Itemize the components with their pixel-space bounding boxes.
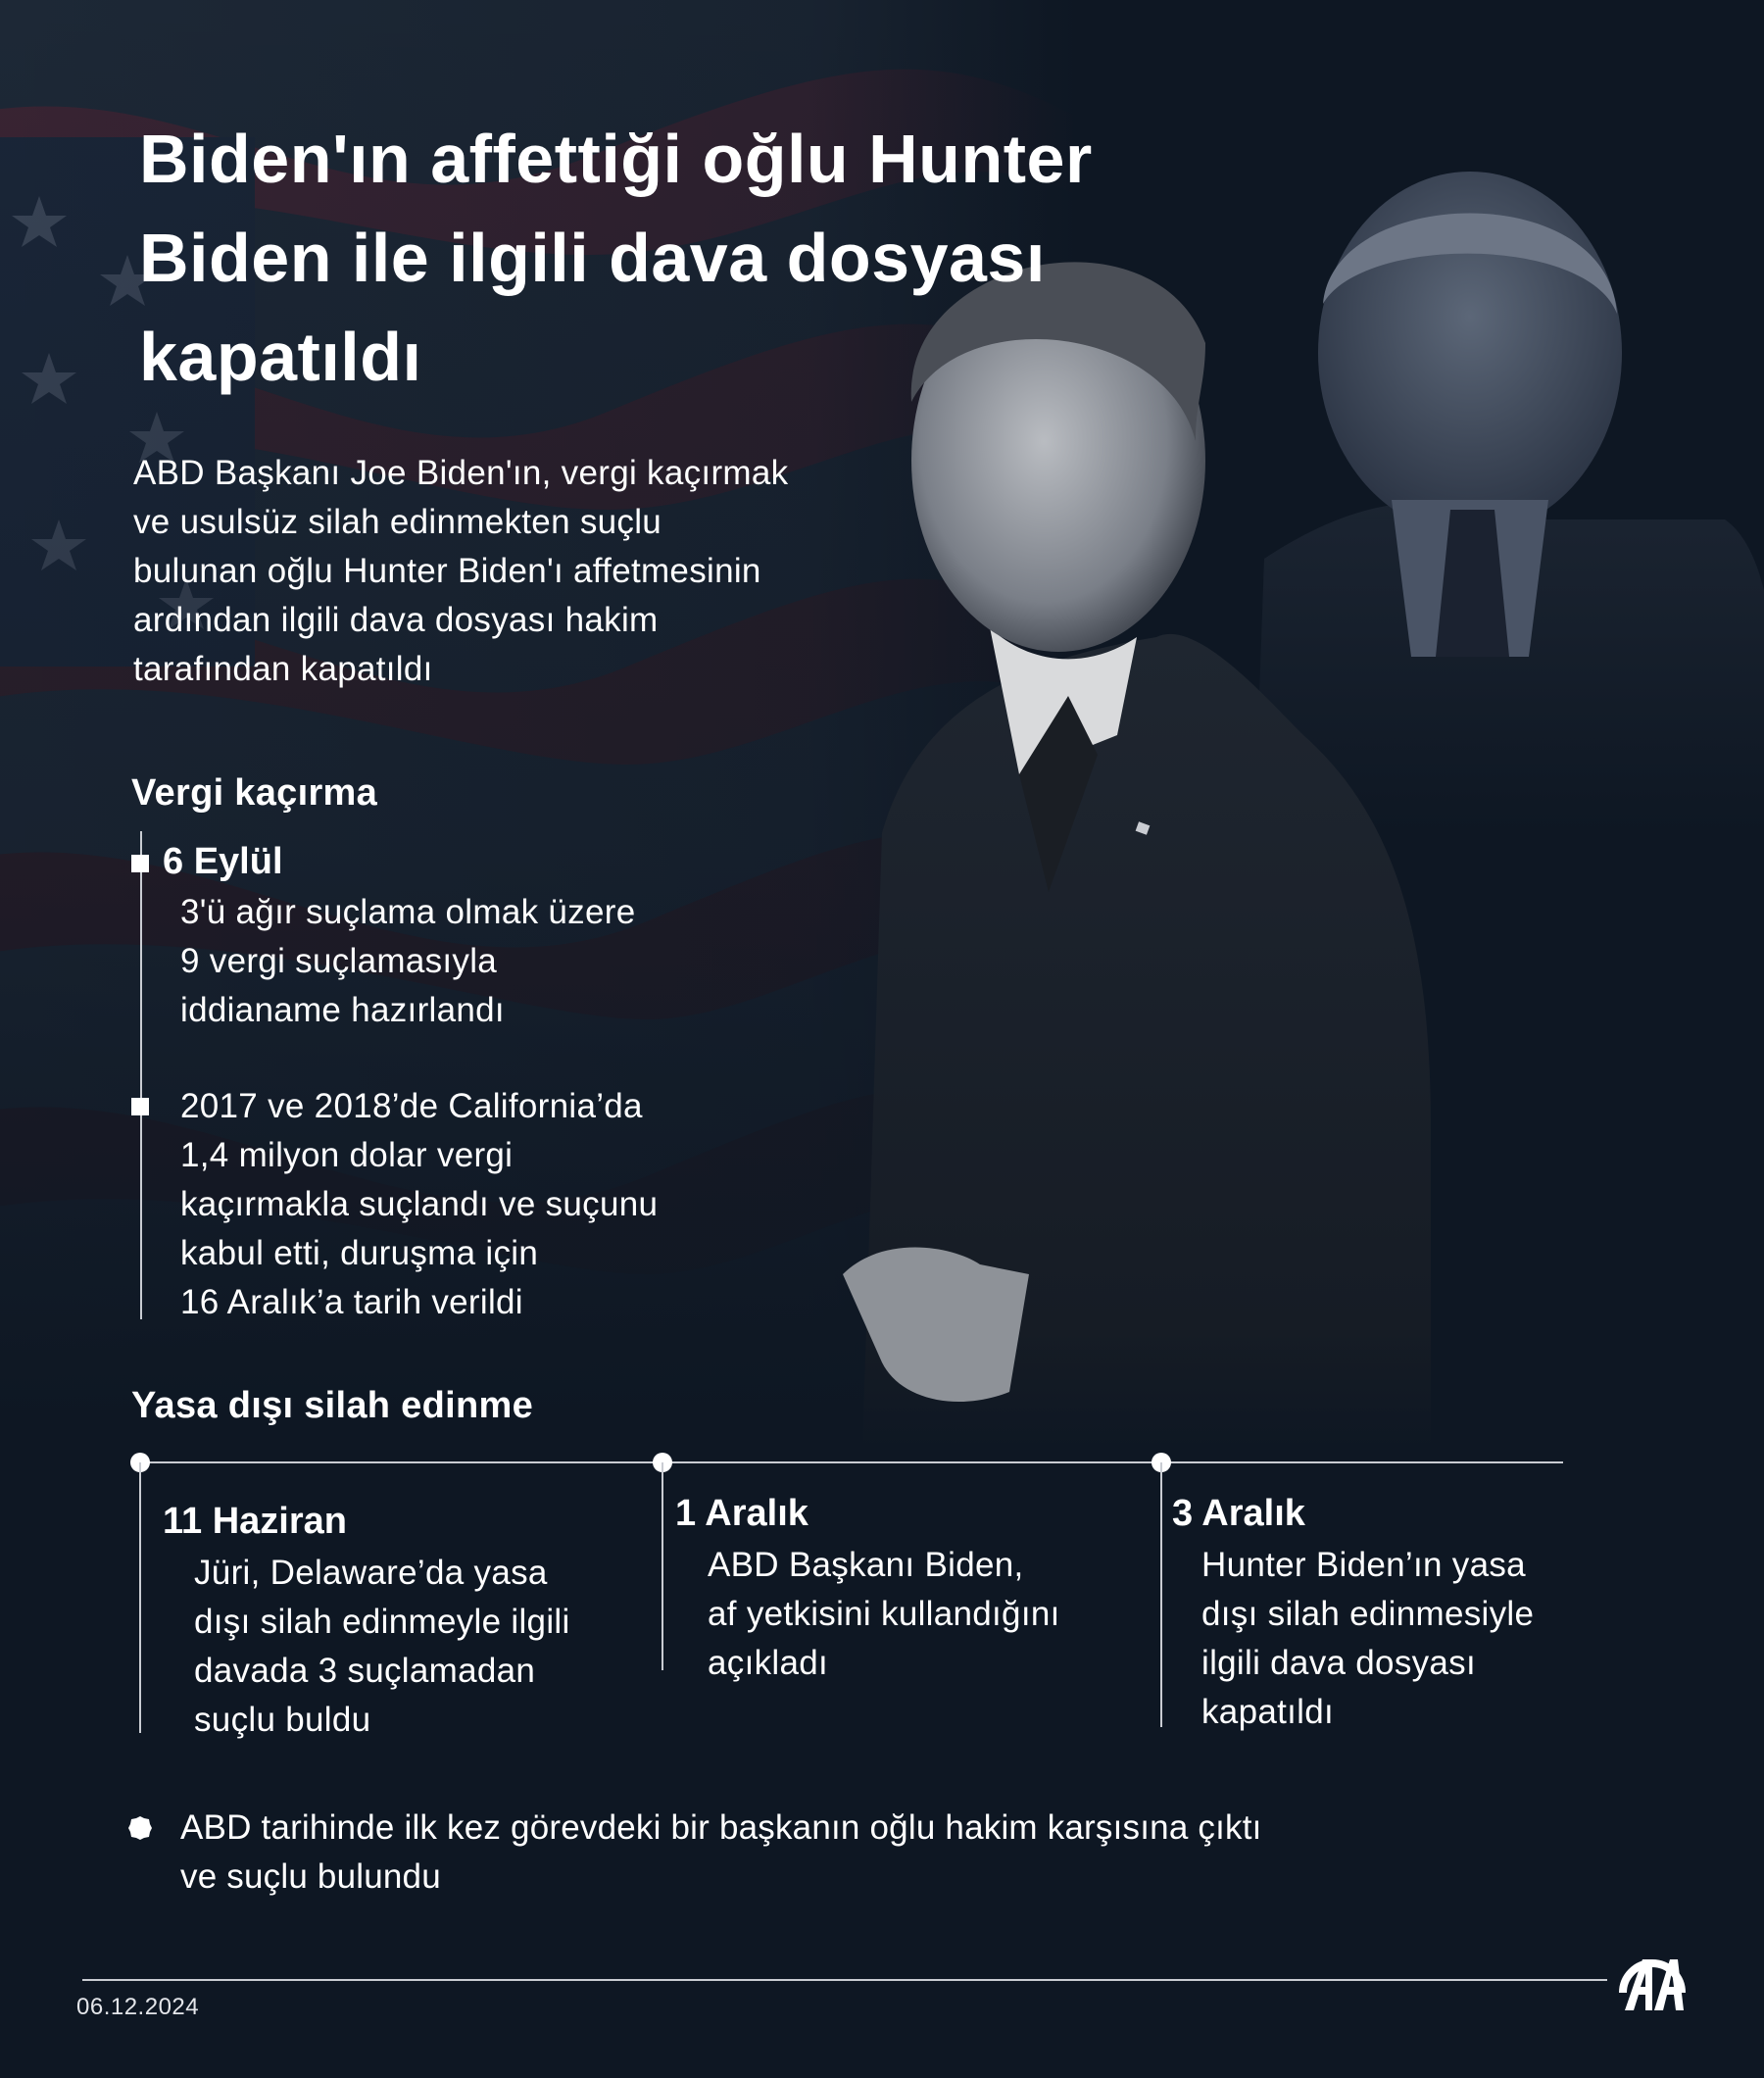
square-bullet-icon [131, 1098, 149, 1115]
desc-line: ABD Başkanı Biden, [708, 1546, 1024, 1584]
intro-paragraph [133, 449, 878, 694]
desc-line: dışı silah edinmeyle ilgili [194, 1603, 570, 1641]
event-description [180, 1082, 768, 1327]
desc-line: kaçırmakla suçlandı ve suçunu [180, 1185, 659, 1223]
aa-logo-icon [1613, 1936, 1691, 2014]
title-line: Biden'ın affettiği oğlu Hunter [139, 121, 1093, 197]
event-description [180, 888, 729, 1035]
section-heading-tax: Vergi kaçırma [131, 772, 378, 814]
page-title [139, 110, 1168, 407]
desc-line: kabul etti, duruşma için [180, 1234, 539, 1272]
desc-line: 16 Aralık’a tarih verildi [180, 1283, 523, 1321]
event-description [194, 1549, 645, 1745]
intro-line: ABD Başkanı Joe Biden'ın, vergi kaçırmak [133, 454, 789, 492]
intro-line: ardından ilgili dava dosyası hakim [133, 601, 659, 639]
desc-line: açıkladı [708, 1644, 829, 1682]
publish-date: 06.12.2024 [76, 1994, 200, 2020]
timeline-vertical-line [1160, 1462, 1162, 1727]
desc-line: Jüri, Delaware’da yasa [194, 1554, 548, 1592]
square-bullet-icon [131, 855, 149, 872]
intro-line: bulunan oğlu Hunter Biden'ı affetmesinin [133, 552, 761, 590]
desc-line: ilgili dava dosyası [1201, 1644, 1477, 1682]
note-line: ABD tarihinde ilk kez görevdeki bir başkanın oğlu hakim karşısına çıktı [180, 1808, 1262, 1847]
badge-bullet-icon [127, 1815, 153, 1841]
desc-line: dışı silah edinmesiyle [1201, 1595, 1535, 1633]
desc-line: Hunter Biden’ın yasa [1201, 1546, 1526, 1584]
timeline-horizontal-line [140, 1461, 1563, 1463]
desc-line: 9 vergi suçlamasıyla [180, 942, 498, 980]
note-line: ve suçlu bulundu [180, 1857, 441, 1896]
timeline-vertical-line [662, 1462, 663, 1670]
desc-line: 1,4 milyon dolar vergi [180, 1136, 514, 1174]
timeline-vertical-line [139, 1462, 141, 1733]
event-date: 6 Eylül [163, 841, 283, 882]
title-line: Biden ile ilgili dava dosyası [139, 220, 1046, 296]
section-heading-weapon: Yasa dışı silah edinme [131, 1385, 534, 1426]
desc-line: suçlu buldu [194, 1701, 371, 1739]
note-text [180, 1804, 1454, 1902]
event-date: 3 Aralık [1172, 1493, 1305, 1534]
desc-line: 2017 ve 2018’de California’da [180, 1087, 643, 1125]
footer-divider [82, 1979, 1607, 1981]
title-line: kapatıldı [139, 319, 422, 395]
intro-line: tarafından kapatıldı [133, 650, 433, 688]
event-date: 11 Haziran [163, 1501, 347, 1542]
event-description [1201, 1541, 1633, 1737]
timeline-vertical-line [140, 831, 142, 1319]
desc-line: kapatıldı [1201, 1693, 1335, 1731]
event-description [708, 1541, 1158, 1688]
desc-line: davada 3 suçlamadan [194, 1652, 536, 1690]
event-date: 1 Aralık [675, 1493, 808, 1534]
intro-line: ve usulsüz silah edinmekten suçlu [133, 503, 662, 541]
desc-line: iddianame hazırlandı [180, 991, 505, 1029]
desc-line: af yetkisini kullandığını [708, 1595, 1060, 1633]
desc-line: 3'ü ağır suçlama olmak üzere [180, 893, 636, 931]
